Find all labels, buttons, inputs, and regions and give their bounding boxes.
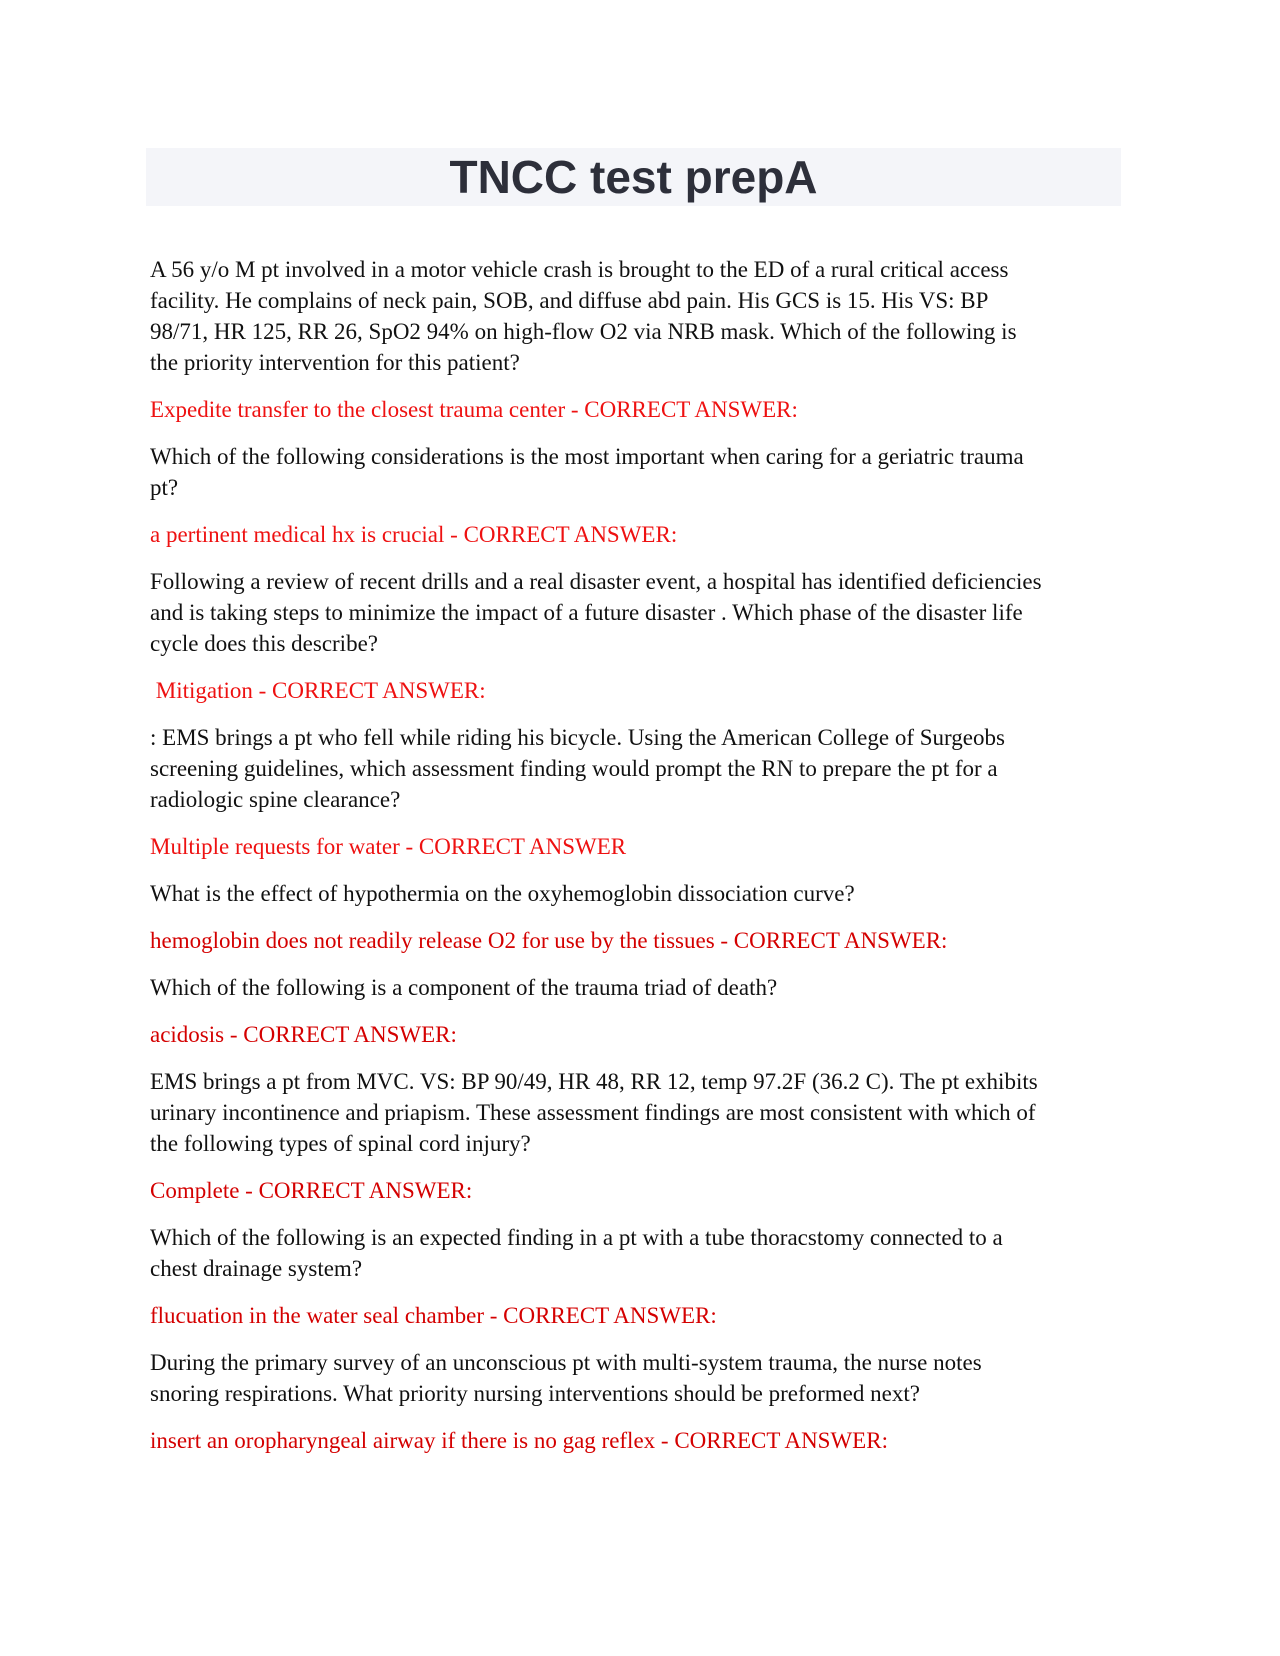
text-line: radiologic spine clearance? bbox=[150, 787, 401, 812]
document-body bbox=[150, 254, 1140, 1472]
text-line: 98/71, HR 125, RR 26, SpO2 94% on high-flow O2 via NRB mask. Which of the following is bbox=[150, 319, 1017, 344]
question-text bbox=[150, 254, 1140, 378]
question-text bbox=[150, 878, 1140, 909]
text-line: Which of the following is a component of the trauma triad of death? bbox=[150, 975, 778, 1000]
question-text bbox=[150, 722, 1140, 815]
text-line: Following a review of recent drills and a real disaster event, a hospital has identified deficiencies bbox=[150, 569, 1042, 594]
question-text bbox=[150, 972, 1140, 1003]
text-line: the priority intervention for this patient? bbox=[150, 350, 520, 375]
text-line: cycle does this describe? bbox=[150, 631, 378, 656]
question-text bbox=[150, 1222, 1140, 1284]
text-line: and is taking steps to minimize the impact of a future disaster . Which phase of the disaster life bbox=[150, 600, 1023, 625]
text-line: Expedite transfer to the closest trauma center - CORRECT ANSWER: bbox=[150, 397, 798, 422]
question-text bbox=[150, 566, 1140, 659]
text-line: Multiple requests for water - CORRECT ANSWER bbox=[150, 834, 627, 859]
text-line: acidosis - CORRECT ANSWER: bbox=[150, 1022, 457, 1047]
text-line: snoring respirations. What priority nursing interventions should be preformed next? bbox=[150, 1381, 920, 1406]
text-line: a pertinent medical hx is crucial - CORRECT ANSWER: bbox=[150, 522, 678, 547]
answer-text bbox=[150, 831, 1140, 862]
text-line: flucuation in the water seal chamber - CORRECT ANSWER: bbox=[150, 1303, 717, 1328]
text-line: hemoglobin does not readily release O2 for use by the tissues - CORRECT ANSWER: bbox=[150, 928, 948, 953]
text-line: EMS brings a pt from MVC. VS: BP 90/49, HR 48, RR 12, temp 97.2F (36.2 C). The pt exhibits bbox=[150, 1069, 1038, 1094]
text-line: Which of the following is an expected finding in a pt with a tube thoracstomy connected to a bbox=[150, 1225, 1003, 1250]
text-line: insert an oropharyngeal airway if there is no gag reflex - CORRECT ANSWER: bbox=[150, 1428, 888, 1453]
text-line: screening guidelines, which assessment finding would prompt the RN to prepare the pt for a bbox=[150, 756, 998, 781]
title-banner bbox=[146, 148, 1121, 206]
document-title: TNCC test prepA bbox=[449, 151, 818, 203]
answer-text bbox=[150, 1019, 1140, 1050]
answer-text bbox=[150, 1425, 1140, 1456]
question-text bbox=[150, 1066, 1140, 1159]
text-line: pt? bbox=[150, 475, 179, 500]
text-line: During the primary survey of an unconscious pt with multi-system trauma, the nurse notes bbox=[150, 1350, 982, 1375]
question-text bbox=[150, 441, 1140, 503]
text-line: chest drainage system? bbox=[150, 1256, 363, 1281]
answer-text bbox=[150, 519, 1140, 550]
text-line: the following types of spinal cord injury? bbox=[150, 1131, 531, 1156]
answer-text bbox=[150, 1175, 1140, 1206]
text-line: facility. He complains of neck pain, SOB, and diffuse abd pain. His GCS is 15. His VS: BP bbox=[150, 288, 989, 313]
answer-text bbox=[150, 1300, 1140, 1331]
question-text bbox=[150, 1347, 1140, 1409]
text-line: Mitigation - CORRECT ANSWER: bbox=[150, 678, 486, 703]
text-line: urinary incontinence and priapism. These assessment findings are most consistent with which of bbox=[150, 1100, 1036, 1125]
text-line: : EMS brings a pt who fell while riding his bicycle. Using the American College of Surgeobs bbox=[150, 725, 1005, 750]
text-line: Complete - CORRECT ANSWER: bbox=[150, 1178, 473, 1203]
text-line: A 56 y/o M pt involved in a motor vehicle crash is brought to the ED of a rural critical access bbox=[150, 257, 1009, 282]
answer-text bbox=[150, 394, 1140, 425]
text-line: Which of the following considerations is the most important when caring for a geriatric trauma bbox=[150, 444, 1024, 469]
answer-text bbox=[150, 925, 1140, 956]
text-line: What is the effect of hypothermia on the oxyhemoglobin dissociation curve? bbox=[150, 881, 855, 906]
answer-text bbox=[150, 675, 1140, 706]
